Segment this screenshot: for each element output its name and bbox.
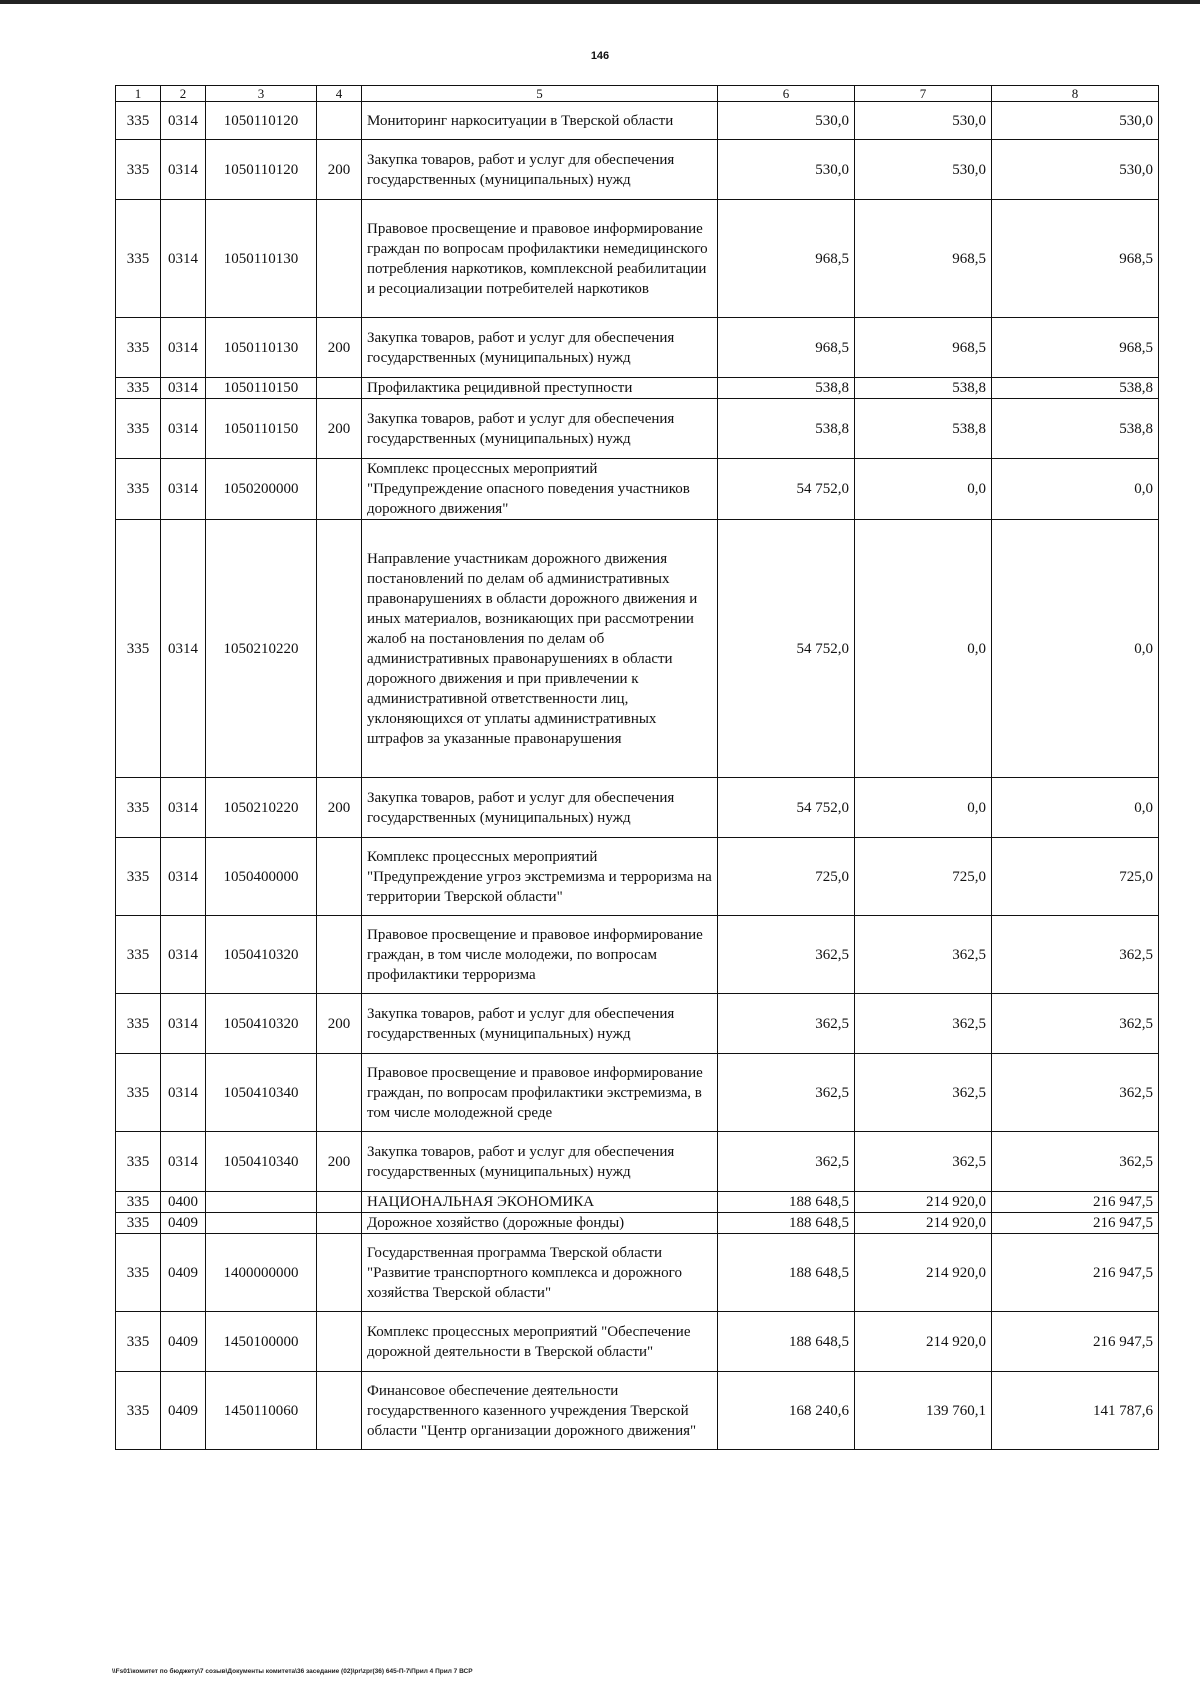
expense-type-cell (317, 1372, 362, 1450)
amount-year2-cell: 0,0 (855, 459, 992, 520)
amount-year1-cell: 54 752,0 (718, 459, 855, 520)
amount-year2-cell: 139 760,1 (855, 1372, 992, 1450)
section-code-cell: 0409 (161, 1213, 206, 1234)
table-row (116, 1054, 1159, 1132)
col-header: 5 (362, 86, 718, 102)
amount-year3-cell: 968,5 (992, 318, 1159, 378)
admin-code-cell: 335 (116, 778, 161, 838)
amount-year3-cell: 216 947,5 (992, 1234, 1159, 1312)
amount-year1-cell: 188 648,5 (718, 1213, 855, 1234)
target-article-cell: 1050110150 (206, 399, 317, 459)
amount-year3-cell: 141 787,6 (992, 1372, 1159, 1450)
amount-year3-cell: 362,5 (992, 916, 1159, 994)
amount-year3-cell: 530,0 (992, 140, 1159, 200)
table-row (116, 994, 1159, 1054)
table-row (116, 200, 1159, 318)
amount-year2-cell: 214 920,0 (855, 1213, 992, 1234)
item-name-cell: Комплекс процессных мероприятий "Предупреждение опасного поведения участников дорожного движения" (362, 459, 718, 520)
section-code-cell: 0314 (161, 399, 206, 459)
amount-year3-cell: 0,0 (992, 459, 1159, 520)
amount-year2-cell: 0,0 (855, 778, 992, 838)
expense-type-cell (317, 459, 362, 520)
expense-type-cell (317, 102, 362, 140)
item-name-cell: НАЦИОНАЛЬНАЯ ЭКОНОМИКА (362, 1192, 718, 1213)
admin-code-cell: 335 (116, 838, 161, 916)
amount-year2-cell: 530,0 (855, 102, 992, 140)
expense-type-cell (317, 916, 362, 994)
amount-year2-cell: 214 920,0 (855, 1192, 992, 1213)
amount-year1-cell: 188 648,5 (718, 1234, 855, 1312)
section-code-cell: 0314 (161, 520, 206, 778)
table-row (116, 399, 1159, 459)
amount-year2-cell: 362,5 (855, 1054, 992, 1132)
expense-type-cell: 200 (317, 778, 362, 838)
expense-type-cell (317, 1213, 362, 1234)
amount-year3-cell: 216 947,5 (992, 1312, 1159, 1372)
expense-type-cell (317, 378, 362, 399)
item-name-cell: Мониторинг наркоситуации в Тверской области (362, 102, 718, 140)
admin-code-cell: 335 (116, 140, 161, 200)
page-number: 146 (590, 50, 610, 62)
amount-year2-cell: 725,0 (855, 838, 992, 916)
amount-year3-cell: 362,5 (992, 994, 1159, 1054)
amount-year2-cell: 0,0 (855, 520, 992, 778)
section-code-cell: 0314 (161, 102, 206, 140)
col-header: 6 (718, 86, 855, 102)
expense-type-cell: 200 (317, 399, 362, 459)
target-article-cell (206, 1213, 317, 1234)
target-article-cell: 1050210220 (206, 520, 317, 778)
table-row (116, 1312, 1159, 1372)
target-article-cell: 1050110150 (206, 378, 317, 399)
section-code-cell: 0409 (161, 1234, 206, 1312)
target-article-cell: 1450110060 (206, 1372, 317, 1450)
amount-year1-cell: 530,0 (718, 140, 855, 200)
amount-year3-cell: 725,0 (992, 838, 1159, 916)
section-code-cell: 0314 (161, 459, 206, 520)
section-code-cell: 0314 (161, 140, 206, 200)
admin-code-cell: 335 (116, 916, 161, 994)
amount-year2-cell: 538,8 (855, 399, 992, 459)
admin-code-cell: 335 (116, 200, 161, 318)
section-code-cell: 0400 (161, 1192, 206, 1213)
item-name-cell: Комплекс процессных мероприятий "Предупреждение угроз экстремизма и терроризма на территории Тверской области" (362, 838, 718, 916)
target-article-cell: 1050410340 (206, 1054, 317, 1132)
col-header: 4 (317, 86, 362, 102)
item-name-cell: Закупка товаров, работ и услуг для обеспечения государственных (муниципальных) нужд (362, 140, 718, 200)
col-header: 3 (206, 86, 317, 102)
admin-code-cell: 335 (116, 318, 161, 378)
admin-code-cell: 335 (116, 1372, 161, 1450)
amount-year2-cell: 968,5 (855, 200, 992, 318)
col-header: 8 (992, 86, 1159, 102)
amount-year1-cell: 362,5 (718, 1132, 855, 1192)
amount-year3-cell: 0,0 (992, 778, 1159, 838)
item-name-cell: Финансовое обеспечение деятельности государственного казенного учреждения Тверской области "Центр организации дорожного движения" (362, 1372, 718, 1450)
section-code-cell: 0314 (161, 994, 206, 1054)
admin-code-cell: 335 (116, 1312, 161, 1372)
amount-year1-cell: 188 648,5 (718, 1312, 855, 1372)
section-code-cell: 0314 (161, 1132, 206, 1192)
footer-file-path: \\Fs01\комитет по бюджету\7 созыв\Документы комитета\36 заседание (02)\pr\zpr(36) 645-П-7\Прил 4 Прил 7 ВСР (112, 1668, 473, 1675)
table-row (116, 838, 1159, 916)
section-code-cell: 0314 (161, 318, 206, 378)
expense-type-cell: 200 (317, 318, 362, 378)
top-border-line (0, 0, 1200, 4)
section-code-cell: 0409 (161, 1312, 206, 1372)
amount-year1-cell: 538,8 (718, 378, 855, 399)
amount-year1-cell: 188 648,5 (718, 1192, 855, 1213)
expense-type-cell (317, 200, 362, 318)
amount-year3-cell: 968,5 (992, 200, 1159, 318)
table-row (116, 1213, 1159, 1234)
admin-code-cell: 335 (116, 378, 161, 399)
admin-code-cell: 335 (116, 1054, 161, 1132)
amount-year3-cell: 216 947,5 (992, 1213, 1159, 1234)
amount-year1-cell: 530,0 (718, 102, 855, 140)
amount-year1-cell: 538,8 (718, 399, 855, 459)
amount-year1-cell: 168 240,6 (718, 1372, 855, 1450)
amount-year2-cell: 362,5 (855, 916, 992, 994)
target-article-cell: 1050200000 (206, 459, 317, 520)
target-article-cell: 1050210220 (206, 778, 317, 838)
item-name-cell: Закупка товаров, работ и услуг для обеспечения государственных (муниципальных) нужд (362, 778, 718, 838)
amount-year1-cell: 54 752,0 (718, 520, 855, 778)
amount-year3-cell: 530,0 (992, 102, 1159, 140)
expense-type-cell (317, 1312, 362, 1372)
expense-type-cell (317, 1054, 362, 1132)
amount-year3-cell: 538,8 (992, 378, 1159, 399)
section-code-cell: 0314 (161, 1054, 206, 1132)
target-article-cell (206, 1192, 317, 1213)
item-name-cell: Дорожное хозяйство (дорожные фонды) (362, 1213, 718, 1234)
expense-type-cell (317, 520, 362, 778)
expense-type-cell: 200 (317, 1132, 362, 1192)
section-code-cell: 0314 (161, 778, 206, 838)
amount-year1-cell: 968,5 (718, 318, 855, 378)
admin-code-cell: 335 (116, 1192, 161, 1213)
table-row (116, 102, 1159, 140)
table-row (116, 778, 1159, 838)
amount-year3-cell: 362,5 (992, 1132, 1159, 1192)
amount-year1-cell: 968,5 (718, 200, 855, 318)
target-article-cell: 1450100000 (206, 1312, 317, 1372)
table-row (116, 520, 1159, 778)
amount-year2-cell: 362,5 (855, 1132, 992, 1192)
amount-year1-cell: 362,5 (718, 994, 855, 1054)
amount-year1-cell: 54 752,0 (718, 778, 855, 838)
section-code-cell: 0314 (161, 916, 206, 994)
col-header: 2 (161, 86, 206, 102)
amount-year3-cell: 362,5 (992, 1054, 1159, 1132)
table-row (116, 1372, 1159, 1450)
target-article-cell: 1050110120 (206, 102, 317, 140)
item-name-cell: Направление участникам дорожного движения постановлений по делам об административных правонарушениях в области дорожного движения и иных материалов, возникающих при рассмотрении жалоб на постановления по делам об административных правонарушениях в области дорожного движения и при привлечении к административной ответственности лиц, уклоняющихся от уплаты административных штрафов за указанные правонарушения (362, 520, 718, 778)
admin-code-cell: 335 (116, 1234, 161, 1312)
table-row (116, 1132, 1159, 1192)
amount-year3-cell: 216 947,5 (992, 1192, 1159, 1213)
section-code-cell: 0314 (161, 378, 206, 399)
item-name-cell: Профилактика рецидивной преступности (362, 378, 718, 399)
expense-type-cell (317, 1192, 362, 1213)
amount-year1-cell: 725,0 (718, 838, 855, 916)
item-name-cell: Закупка товаров, работ и услуг для обеспечения государственных (муниципальных) нужд (362, 318, 718, 378)
amount-year2-cell: 214 920,0 (855, 1312, 992, 1372)
admin-code-cell: 335 (116, 459, 161, 520)
amount-year3-cell: 0,0 (992, 520, 1159, 778)
admin-code-cell: 335 (116, 994, 161, 1054)
table-row (116, 140, 1159, 200)
table-row (116, 378, 1159, 399)
amount-year2-cell: 214 920,0 (855, 1234, 992, 1312)
item-name-cell: Комплекс процессных мероприятий "Обеспечение дорожной деятельности в Тверской области" (362, 1312, 718, 1372)
header-row (116, 86, 1159, 102)
target-article-cell: 1050400000 (206, 838, 317, 916)
item-name-cell: Правовое просвещение и правовое информирование граждан по вопросам профилактики немедицинского потребления наркотиков, комплексной реабилитации и ресоциализации потребителей наркотиков (362, 200, 718, 318)
amount-year1-cell: 362,5 (718, 1054, 855, 1132)
section-code-cell: 0314 (161, 838, 206, 916)
target-article-cell: 1050410340 (206, 1132, 317, 1192)
target-article-cell: 1050110130 (206, 318, 317, 378)
amount-year1-cell: 362,5 (718, 916, 855, 994)
table-row (116, 318, 1159, 378)
amount-year3-cell: 538,8 (992, 399, 1159, 459)
item-name-cell: Государственная программа Тверской области "Развитие транспортного комплекса и дорожного хозяйства Тверской области" (362, 1234, 718, 1312)
amount-year2-cell: 530,0 (855, 140, 992, 200)
table-row (116, 459, 1159, 520)
amount-year2-cell: 362,5 (855, 994, 992, 1054)
budget-table (115, 85, 1159, 1450)
admin-code-cell: 335 (116, 1213, 161, 1234)
expense-type-cell (317, 838, 362, 916)
expense-type-cell (317, 1234, 362, 1312)
expense-type-cell: 200 (317, 994, 362, 1054)
item-name-cell: Закупка товаров, работ и услуг для обеспечения государственных (муниципальных) нужд (362, 1132, 718, 1192)
target-article-cell: 1050110130 (206, 200, 317, 318)
section-code-cell: 0314 (161, 200, 206, 318)
item-name-cell: Правовое просвещение и правовое информирование граждан, в том числе молодежи, по вопросам профилактики терроризма (362, 916, 718, 994)
section-code-cell: 0409 (161, 1372, 206, 1450)
col-header: 1 (116, 86, 161, 102)
admin-code-cell: 335 (116, 102, 161, 140)
amount-year2-cell: 968,5 (855, 318, 992, 378)
item-name-cell: Закупка товаров, работ и услуг для обеспечения государственных (муниципальных) нужд (362, 994, 718, 1054)
table-body (116, 102, 1159, 1450)
target-article-cell: 1050410320 (206, 994, 317, 1054)
amount-year2-cell: 538,8 (855, 378, 992, 399)
col-header: 7 (855, 86, 992, 102)
admin-code-cell: 335 (116, 399, 161, 459)
admin-code-cell: 335 (116, 520, 161, 778)
table-row (116, 1234, 1159, 1312)
table-row (116, 1192, 1159, 1213)
item-name-cell: Закупка товаров, работ и услуг для обеспечения государственных (муниципальных) нужд (362, 399, 718, 459)
admin-code-cell: 335 (116, 1132, 161, 1192)
target-article-cell: 1050110120 (206, 140, 317, 200)
target-article-cell: 1400000000 (206, 1234, 317, 1312)
table-row (116, 916, 1159, 994)
target-article-cell: 1050410320 (206, 916, 317, 994)
expense-type-cell: 200 (317, 140, 362, 200)
item-name-cell: Правовое просвещение и правовое информирование граждан, по вопросам профилактики экстремизма, в том числе молодежной среде (362, 1054, 718, 1132)
